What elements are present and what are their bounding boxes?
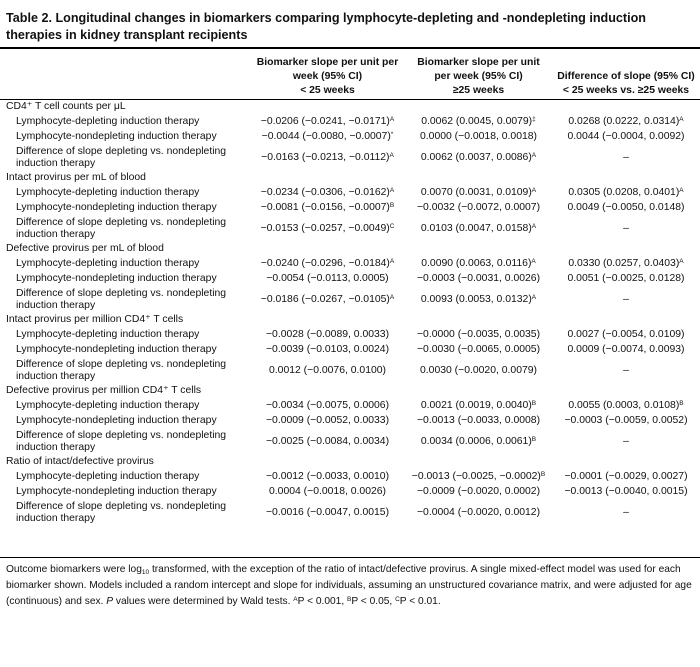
cell-value: 0.0044 (−0.0004, 0.0092) [567, 131, 685, 143]
cell-value: −0.0054 (−0.0113, 0.0005) [266, 273, 389, 285]
cell-c3 [552, 470, 700, 485]
cell-value: −0.0013 (−0.0033, 0.0008) [416, 415, 541, 427]
table-row [0, 115, 700, 130]
cell-c1 [250, 201, 405, 216]
cell-c2 [405, 257, 552, 272]
table-row [0, 429, 700, 455]
cell-c1 [250, 130, 405, 145]
cell-value: −0.0013 (−0.0040, 0.0015) [564, 486, 688, 498]
cell-c1 [250, 429, 405, 455]
cell-c3 [552, 399, 700, 414]
cell-value: 0.0268 (0.0222, 0.0314) [568, 116, 680, 128]
cell-c3 [552, 145, 700, 171]
section-row [0, 242, 700, 257]
header-col1-period: < 25 weeks [300, 85, 355, 96]
cell-value: −0.0153 (−0.0257, −0.0049) [260, 222, 390, 234]
cell-c1 [250, 328, 405, 343]
table-row [0, 272, 700, 287]
row-label: Difference of slope depleting vs. nondepleting induction therapy [16, 500, 227, 524]
cell-c1 [250, 414, 405, 429]
significance-marker: A [531, 151, 537, 159]
cell-c1 [250, 500, 405, 526]
cell-c3 [552, 257, 700, 272]
p-italic: P [106, 596, 114, 607]
cell-c2 [405, 130, 552, 145]
cell-value: −0.0025 (−0.0084, 0.0034) [265, 435, 390, 447]
cell-c2 [405, 287, 552, 313]
cell-value: – [623, 435, 629, 447]
footnote-p-b: P < 0.05, [351, 596, 396, 607]
row-label: Lymphocyte-nondepleting induction therapy [16, 202, 217, 214]
table-row [0, 216, 700, 242]
cell-c2 [405, 186, 552, 201]
significance-marker: C [389, 222, 395, 230]
table-header [0, 50, 700, 100]
cell-value: 0.0004 (−0.0018, 0.0026) [269, 486, 386, 498]
section-title: Intact provirus per million CD4⁺ T cells [6, 314, 184, 326]
significance-marker: A [389, 187, 395, 195]
row-label: Difference of slope depleting vs. nondepleting induction therapy [16, 358, 227, 382]
cell-c3 [552, 485, 700, 500]
significance-marker: A [679, 258, 684, 266]
cell-c2 [405, 216, 552, 242]
cell-value: −0.0163 (−0.0213, −0.0112) [261, 151, 390, 163]
row-label: Lymphocyte-depleting induction therapy [16, 258, 200, 270]
cell-c1 [250, 358, 405, 384]
row-label: Difference of slope depleting vs. nondepleting induction therapy [16, 145, 227, 169]
table-row [0, 414, 700, 429]
cell-value: – [623, 151, 629, 163]
significance-marker: B [531, 400, 537, 408]
cell-c2 [405, 201, 552, 216]
cell-value: −0.0009 (−0.0020, 0.0002) [416, 486, 541, 498]
table-footnote [6, 562, 696, 610]
significance-marker: B [540, 471, 546, 479]
cell-value: −0.0206 (−0.0241, −0.0171) [260, 116, 390, 128]
cell-value: 0.0049 (−0.0050, 0.0148) [567, 202, 685, 214]
cell-c2 [405, 115, 552, 130]
cell-value: 0.0090 (0.0063, 0.0116) [421, 258, 532, 270]
cell-c1 [250, 485, 405, 500]
table-row [0, 470, 700, 485]
cell-c2 [405, 328, 552, 343]
cell-value: 0.0062 (0.0045, 0.0079) [421, 116, 533, 128]
cell-value: −0.0009 (−0.0052, 0.0033) [265, 415, 390, 427]
header-col3-period: < 25 weeks vs. ≥25 weeks [562, 85, 690, 96]
significance-marker: B [389, 202, 395, 210]
cell-c1 [250, 287, 405, 313]
cell-c2 [405, 358, 552, 384]
cell-value: −0.0234 (−0.0306, −0.0162) [260, 187, 390, 199]
cell-c1 [250, 343, 405, 358]
cell-value: 0.0027 (−0.0054, 0.0109) [567, 329, 685, 341]
cell-value: 0.0012 (−0.0076, 0.0100) [269, 364, 386, 376]
cell-value: 0.0070 (0.0031, 0.0109) [420, 187, 532, 199]
cell-c2 [405, 485, 552, 500]
cell-value: 0.0009 (−0.0074, 0.0093) [567, 344, 685, 356]
cell-c3 [552, 201, 700, 216]
footnote-sup-b: B [347, 596, 352, 603]
header-col3-title: Difference of slope (95% CI) [557, 71, 695, 82]
cell-value: −0.0039 (−0.0103, 0.0024) [265, 344, 390, 356]
significance-marker: B [531, 435, 537, 443]
cell-value: – [623, 222, 629, 234]
section-title: Intact provirus per mL of blood [6, 172, 146, 184]
footnote-p-a: P < 0.001, [297, 596, 348, 607]
cell-c3 [552, 287, 700, 313]
footnote-sup-c: C [395, 596, 400, 603]
cell-value: −0.0000 (−0.0035, 0.0035) [416, 329, 541, 341]
cell-value: −0.0034 (−0.0075, 0.0006) [265, 400, 390, 412]
table-row [0, 358, 700, 384]
cell-value: −0.0013 (−0.0025, −0.0002) [411, 471, 541, 483]
cell-c1 [250, 257, 405, 272]
table-row [0, 328, 700, 343]
cell-value: 0.0330 (0.0257, 0.0403) [568, 258, 680, 270]
section-title: Defective provirus per million CD4⁺ T cells [6, 385, 202, 397]
row-label: Lymphocyte-nondepleting induction therapy [16, 344, 217, 356]
row-label: Lymphocyte-depleting induction therapy [16, 471, 200, 483]
biomarker-table [0, 50, 700, 526]
cell-value: 0.0062 (0.0037, 0.0086) [420, 151, 532, 163]
cell-c3 [552, 115, 700, 130]
row-label: Lymphocyte-depleting induction therapy [16, 116, 200, 128]
cell-c2 [405, 429, 552, 455]
section-row [0, 171, 700, 186]
cell-c1 [250, 186, 405, 201]
row-label: Lymphocyte-depleting induction therapy [16, 329, 200, 341]
cell-value: −0.0003 (−0.0031, 0.0026) [416, 273, 541, 285]
footnote-text-2: transformed, with the exception of the ratio of intact/defective provirus. A single mixed-effect model was used for each biomarker shown. Models included a random intercept and slope for individuals, assuming an unstructured covariance matrix, and were adjusted for age (continuous) and sex. [6, 564, 692, 607]
cell-value: 0.0305 (0.0208, 0.0401) [568, 187, 680, 199]
section-title: CD4⁺ T cell counts per μL [6, 101, 126, 113]
header-col2-title: Biomarker slope per unit per week (95% CI) [417, 57, 540, 82]
cell-c2 [405, 414, 552, 429]
section-row [0, 313, 700, 328]
cell-c2 [405, 470, 552, 485]
row-label: Lymphocyte-nondepleting induction therapy [16, 131, 217, 143]
top-rule [0, 47, 700, 49]
row-label: Lymphocyte-depleting induction therapy [16, 400, 200, 412]
header-col1-title: Biomarker slope per unit per week (95% CI) [256, 57, 399, 82]
table-row [0, 500, 700, 526]
cell-c2 [405, 500, 552, 526]
header-blank-2 [0, 84, 250, 100]
table-row [0, 186, 700, 201]
bottom-rule [0, 557, 700, 558]
cell-value: −0.0004 (−0.0020, 0.0012) [416, 506, 541, 518]
cell-c1 [250, 216, 405, 242]
cell-value: −0.0003 (−0.0059, 0.0052) [564, 415, 688, 427]
cell-value: 0.0055 (0.0003, 0.0108) [568, 400, 680, 412]
footnote-text-3: values were determined by Wald tests. [113, 596, 294, 607]
row-label: Difference of slope depleting vs. nondepleting induction therapy [16, 429, 227, 453]
significance-marker: ‡ [532, 116, 536, 124]
significance-marker: A [389, 293, 395, 301]
table-row [0, 287, 700, 313]
cell-c3 [552, 343, 700, 358]
cell-c3 [552, 186, 700, 201]
significance-marker: A [531, 258, 536, 266]
cell-c3 [552, 414, 700, 429]
cell-value: −0.0186 (−0.0267, −0.0105) [260, 293, 390, 305]
cell-value: – [623, 506, 629, 518]
table-row [0, 257, 700, 272]
row-label: Difference of slope depleting vs. nondepleting induction therapy [16, 287, 227, 311]
section-row [0, 455, 700, 470]
significance-marker: A [531, 187, 537, 195]
significance-marker: A [389, 151, 394, 159]
cell-c1 [250, 145, 405, 171]
cell-value: −0.0030 (−0.0065, 0.0005) [416, 344, 541, 356]
cell-value: – [623, 364, 629, 376]
cell-c1 [250, 115, 405, 130]
cell-c3 [552, 500, 700, 526]
table-row [0, 130, 700, 145]
cell-c3 [552, 328, 700, 343]
cell-c2 [405, 343, 552, 358]
cell-c1 [250, 470, 405, 485]
cell-value: −0.0240 (−0.0296, −0.0184) [260, 258, 390, 270]
footnote-p-c: P < 0.01. [399, 596, 441, 607]
cell-value: 0.0030 (−0.0020, 0.0079) [420, 364, 537, 376]
cell-value: 0.0093 (0.0053, 0.0132) [420, 293, 532, 305]
significance-marker: A [679, 116, 684, 124]
cell-c1 [250, 272, 405, 287]
significance-marker: A [531, 293, 537, 301]
cell-c3 [552, 358, 700, 384]
row-label: Lymphocyte-nondepleting induction therapy [16, 273, 217, 285]
footnote-sup-a: A [293, 596, 298, 603]
header-col2-period: ≥25 weeks [452, 85, 505, 96]
cell-value: 0.0103 (0.0047, 0.0158) [420, 222, 532, 234]
cell-value: −0.0081 (−0.0156, −0.0007) [260, 202, 390, 214]
cell-value: −0.0044 (−0.0080, −0.0007) [261, 131, 391, 143]
significance-marker: B [679, 400, 684, 408]
cell-c2 [405, 272, 552, 287]
cell-c3 [552, 216, 700, 242]
significance-marker: A [679, 187, 684, 195]
cell-value: 0.0021 (0.0019, 0.0040) [420, 400, 532, 412]
cell-value: −0.0016 (−0.0047, 0.0015) [265, 506, 390, 518]
cell-value: −0.0001 (−0.0029, 0.0027) [564, 471, 688, 483]
cell-c3 [552, 429, 700, 455]
header-blank [0, 50, 250, 84]
significance-marker: * [390, 131, 394, 139]
table-row [0, 145, 700, 171]
row-label: Lymphocyte-nondepleting induction therapy [16, 486, 217, 498]
cell-value: – [623, 293, 629, 305]
cell-value: 0.0034 (0.0006, 0.0061) [420, 435, 532, 447]
table-row [0, 343, 700, 358]
cell-value: −0.0028 (−0.0089, 0.0033) [265, 329, 390, 341]
table-title: Table 2. Longitudinal changes in biomarkers comparing lymphocyte-depleting and -nondepleting induction therapies in kidney transplant recipients [6, 11, 646, 42]
cell-c3 [552, 272, 700, 287]
cell-value: 0.0000 (−0.0018, 0.0018) [420, 131, 537, 143]
table-row [0, 399, 700, 414]
row-label: Difference of slope depleting vs. nondepleting induction therapy [16, 216, 227, 240]
footnote-text-1: Outcome biomarkers were log [6, 564, 142, 575]
cell-c2 [405, 145, 552, 171]
significance-marker: A [389, 258, 395, 266]
table-row [0, 201, 700, 216]
cell-c1 [250, 399, 405, 414]
log-subscript: 10 [141, 569, 150, 576]
row-label: Lymphocyte-nondepleting induction therapy [16, 415, 217, 427]
section-row [0, 100, 700, 116]
cell-c2 [405, 399, 552, 414]
section-row [0, 384, 700, 399]
cell-value: 0.0051 (−0.0025, 0.0128) [567, 273, 685, 285]
cell-c3 [552, 130, 700, 145]
significance-marker: A [389, 116, 395, 124]
significance-marker: A [531, 222, 537, 230]
section-title: Ratio of intact/defective provirus [6, 456, 154, 468]
cell-value: −0.0012 (−0.0033, 0.0010) [265, 471, 390, 483]
table-row [0, 485, 700, 500]
table-body [0, 100, 700, 527]
row-label: Lymphocyte-depleting induction therapy [16, 187, 200, 199]
cell-value: −0.0032 (−0.0072, 0.0007) [416, 202, 541, 214]
section-title: Defective provirus per mL of blood [6, 243, 164, 255]
